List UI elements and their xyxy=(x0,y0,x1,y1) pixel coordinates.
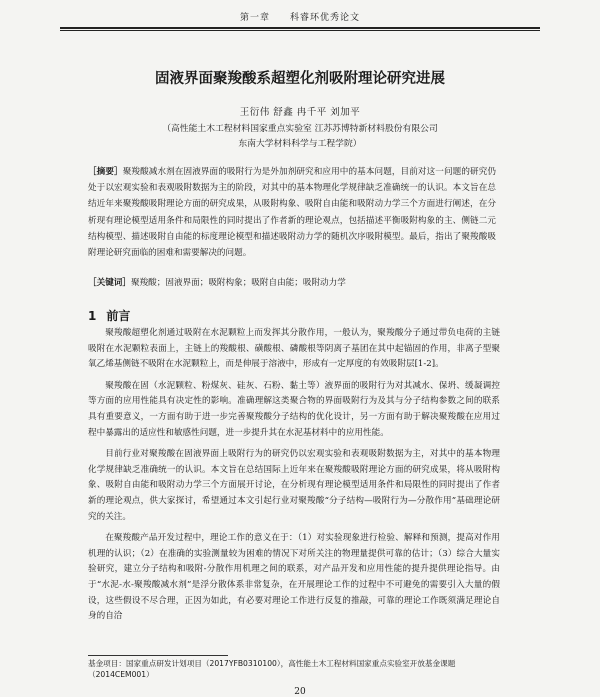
keywords-label: ［关键词］ xyxy=(88,278,131,288)
chapter-label: 第一章 xyxy=(240,13,271,23)
abstract-text: 聚羧酸减水剂在固液界面的吸附行为是外加剂研究和应用中的基本问题，目前对这一问题的研究仍处于以宏观实验和表观吸附数据为主的阶段，对其中的基本物理化学规律缺乏准确统一的认识。本文旨在总结近年来聚羧酸吸附理论方面的研究成果，从吸附构象、吸附自由能和吸附动力学三个方面进行阐述，在分析现有理论模型适用条件和局限性的同时提出了作者新的理论观点，包括描述平衡吸附构象的主、侧链二元结构模型、描述吸附自由能的标度理论模型和描述吸附动力学的随机次序吸附模型。最后，指出了聚羧酸吸附理论研究面临的困难和需要解决的问题。 xyxy=(88,167,496,259)
journal-label: 科睿环优秀论文 xyxy=(289,13,360,23)
affiliation-line-2: 东南大学材料科学与工程学院） xyxy=(238,139,362,149)
affiliation-line-1: （高性能土木工程材料国家重点实验室 江苏苏博特新材料股份有限公司 xyxy=(162,124,438,134)
paragraph: 在聚羧酸产品开发过程中，理论工作的意义在于：（1）对实验现象进行检验、解释和预测，提高对作用机理的认识；（2）在准确的实验测量较为困难的情况下对所关注的物理量提供可靠的估计；（3）综合大量实验研究，建立分子结构和吸附-分散作用机理之间的联系，对产品开发和应用性能的提升提供理论指导。由于“水泥-水-聚羧酸减水剂”是浮分散体系非常复杂，在开展理论工作的过程中不可避免的需要引入大量的假设，这些假设不尽合理，正因为如此，有必要对理论工作进行反复的推敲，可靠的理论工作既须满足理论自身的自洽 xyxy=(88,533,500,622)
header-rule xyxy=(60,27,540,29)
section-number: 1 xyxy=(88,309,97,323)
authors: 王衍伟 舒鑫 冉千平 刘加平 xyxy=(239,107,361,118)
running-header xyxy=(60,10,540,23)
footnote: 基金项目：国家重点研发计划项目（2017YFB0310100），高性能土木工程材料国家重点实验室开放基金课题（2014CEM001） xyxy=(88,659,456,679)
abstract-label: ［摘要］ xyxy=(88,167,123,177)
header-rule-thin xyxy=(60,30,540,31)
abstract xyxy=(88,164,496,261)
section-heading xyxy=(88,307,130,324)
paragraph: 聚羧酸在固（水泥颗粒、粉煤灰、硅灰、石粉、黏土等）液界面的吸附行为对其减水、保坍、缓凝调控等方面的应用性能具有决定性的影响。准确理解这类聚合物的界面吸附行为及其与分子结构参数之间的联系具有重要意义，一方面有助于进一步完善聚羧酸分子结构的优化设计，另一方面有助于解决聚羧酸在应用过程中暴露出的适应性和敏感性问题，进一步提升其在水泥基材料中的应用性能。 xyxy=(88,380,500,438)
page-number: 20 xyxy=(294,687,306,697)
footnote-rule xyxy=(88,655,228,656)
keywords-text: 聚羧酸；固液界面；吸附构象；吸附自由能；吸附动力学 xyxy=(130,278,346,288)
paper-title: 固液界面聚羧酸系超塑化剂吸附理论研究进展 xyxy=(155,71,445,87)
body-text xyxy=(88,326,500,625)
paragraph: 目前行业对聚羧酸在固液界面上吸附行为的研究仍以宏观实验和表观吸附数据为主，对其中的基本物理化学规律缺乏准确统一的认识。本文旨在总结国际上近年来在聚羧酸吸附理论方面的研究成果，将从吸附构象、吸附自由能和吸附动力学三个方面展开讨论，在分析现有理论模型适用条件和局限性的同时提出了作者新的理论观点，供大家探讨，希望通过本文引起行业对聚羧酸“分子结构—吸附行为—分散作用”基础理论研究的关注。 xyxy=(88,449,500,522)
keywords xyxy=(88,276,496,288)
section-title-text: 前言 xyxy=(106,309,131,323)
paragraph: 聚羧酸超塑化剂通过吸附在水泥颗粒上而发挥其分散作用，一般认为，聚羧酸分子通过带负电荷的主链吸附在水泥颗粒表面上，主链上的羧酸根、磺酸根、磷酸根等阴离子基团在其中起锚固的作用，非离子型聚氧乙烯基侧链不吸附在水泥颗粒上，而是伸展于溶液中，形成有一定厚度的有效吸附层[1-2]。 xyxy=(88,328,500,370)
